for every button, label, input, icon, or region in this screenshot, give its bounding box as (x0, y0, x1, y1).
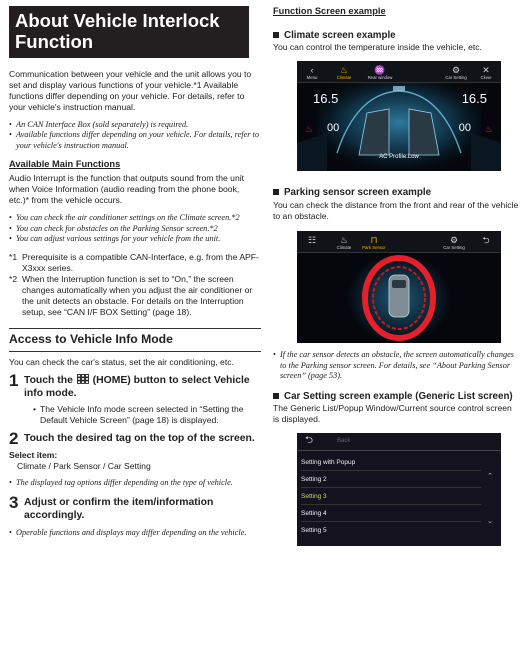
back-label[interactable]: Back (337, 438, 351, 445)
car-setting-icon: ⚙ (451, 65, 461, 76)
step-1: 1 Touch the (HOME) button to select Vehicle info mode. (9, 370, 250, 399)
parking-sensor-graphic (297, 253, 501, 343)
tab-park-sensor[interactable]: ⊓ Park Sensor (362, 234, 386, 250)
note-item: • You can check the air conditioner settings on the Climate screen.*2 (9, 213, 261, 224)
note-item: • You can adjust various settings for your vehicle from the unit. (9, 234, 261, 245)
tab-menu[interactable]: ‹ Menu (299, 64, 325, 80)
return-icon: ⮌ (482, 234, 490, 245)
function-screen-heading: Function Screen example (273, 6, 386, 16)
main-functions-text: Audio Interrupt is the function that outputs sound from the unit when Voice Information (audio reading from the phone book, etc.)* from the vehicle occurs. (9, 173, 245, 206)
step-1-note: • The Vehicle Info mode screen selected in “Setting the Default Vehicle Screen” (page 18) is displayed. (33, 404, 261, 426)
car-top-icon: ⊓ (370, 234, 378, 245)
step-2: 2 Touch the desired tag on the top of the screen. (9, 428, 255, 448)
back-arrow-icon[interactable]: ⮌ (305, 435, 314, 447)
note-item: • You can check for obstacles on the Parking Sensor screen.*2 (9, 224, 261, 235)
step-3-note: • Operable functions and displays may differ depending on the vehicle. (9, 528, 261, 539)
car-setting-icon: ⚙ (449, 234, 459, 245)
page-title: About Vehicle Interlock Function (9, 6, 249, 58)
back-arrow-icon: ‹ (310, 65, 314, 76)
list-item-selected[interactable]: Setting 3 (301, 489, 481, 505)
left-temperature[interactable]: 16.5 (313, 91, 339, 107)
note-item: • An CAN Interface Box (sold separately) is required. (9, 120, 261, 131)
tab-car-setting[interactable]: ⚙ Car Setting (443, 64, 469, 80)
list-item[interactable]: Setting with Popup (301, 455, 481, 471)
tab-car-setting[interactable]: ⚙ Car Setting (441, 234, 467, 250)
left-column (9, 6, 261, 539)
seat-heat-icon: ♨ (339, 65, 349, 76)
scroll-down-icon[interactable]: ⌄ (487, 518, 493, 526)
left-seat-heat-icon[interactable]: ♨ (305, 124, 314, 135)
right-temperature[interactable]: 16.5 (461, 91, 487, 107)
climate-tab-bar (297, 61, 501, 83)
parking-tab-bar (297, 231, 501, 253)
step-3: 3 Adjust or confirm the item/information accordingly. (9, 493, 214, 522)
close-icon: ✕ (482, 65, 490, 76)
footnote: *1 Prerequisite is a compatible CAN-Interface, e.g. from the APF-X3xxx series. (9, 252, 259, 274)
list-item[interactable]: Setting 5 (301, 527, 327, 535)
footnote: *2 When the Interruption function is set to “On,” the screen changes automatically when you adjust the air conditioner or the unit detects an obstacle. For details on the Interruption setup, see “CAN I/F BOX Setting” (page 18). (9, 274, 253, 318)
back-button[interactable] (473, 234, 499, 246)
climate-text: You can control the temperature inside the vehicle, etc. (273, 42, 482, 53)
section-divider (9, 328, 261, 329)
seat-heat-icon: ♨ (339, 234, 349, 245)
tab-close[interactable]: ✕ Close (473, 64, 499, 80)
defrost-icon: ♒ (374, 65, 386, 76)
intro-paragraph: Communication between your vehicle and the unit allows you to set and display various functions of your vehicle.*1 Available functions differ depending on your vehicle. For details, refer to your vehicle's instruction manual. (9, 68, 252, 112)
home-icon (77, 374, 89, 384)
climate-screen (297, 61, 501, 171)
access-text: You can check the car's status, set the air conditioning, etc. (9, 356, 234, 367)
list-item[interactable]: Setting 4 (301, 506, 481, 522)
ac-profile: AC Profile:Low (379, 154, 419, 161)
climate-heading: Climate screen example (273, 30, 519, 43)
main-functions-heading: Available Main Functions (9, 159, 121, 170)
parking-note: • If the car sensor detects an obstacle, the screen automatically changes to the Parking sensor screen. For details, see “About Parking Sensor screen” (page 53). (273, 350, 519, 382)
generic-list-screen (297, 433, 501, 546)
access-heading: Access to Vehicle Info Mode (9, 332, 173, 347)
list-header (297, 433, 501, 451)
tab-climate[interactable]: ♨ Climate (331, 234, 357, 250)
home-grid-icon[interactable]: ☷ (307, 234, 317, 245)
list-item[interactable]: Setting 2 (301, 472, 481, 488)
select-items: Climate / Park Sensor / Car Setting (17, 460, 151, 471)
step-2-note: • The displayed tag options differ depending on the type of vehicle. (9, 478, 261, 489)
generic-heading: Car Setting screen example (Generic List screen) (273, 391, 519, 404)
right-fan-level: 00 (458, 122, 471, 135)
tab-rear-window[interactable]: ♒ Rear window (367, 65, 393, 81)
scroll-up-icon[interactable]: ⌃ (487, 473, 493, 481)
select-label: Select item: (9, 449, 58, 460)
tab-climate[interactable]: ♨ Climate (331, 64, 357, 80)
parking-screen (297, 231, 501, 343)
generic-text: The Generic List/Popup Window/Current source control screen is displayed. (273, 403, 512, 425)
parking-text: You can check the distance from the front and rear of the vehicle to an obstacle. (273, 199, 519, 221)
right-seat-heat-icon[interactable]: ♨ (484, 124, 493, 135)
section-divider (9, 351, 261, 352)
left-fan-level: 00 (327, 122, 340, 135)
note-item: • Available functions differ depending on your vehicle. For details, refer to your vehicle's instruction manual. (9, 130, 261, 151)
parking-heading: Parking sensor screen example (273, 187, 519, 200)
right-column (273, 6, 519, 546)
